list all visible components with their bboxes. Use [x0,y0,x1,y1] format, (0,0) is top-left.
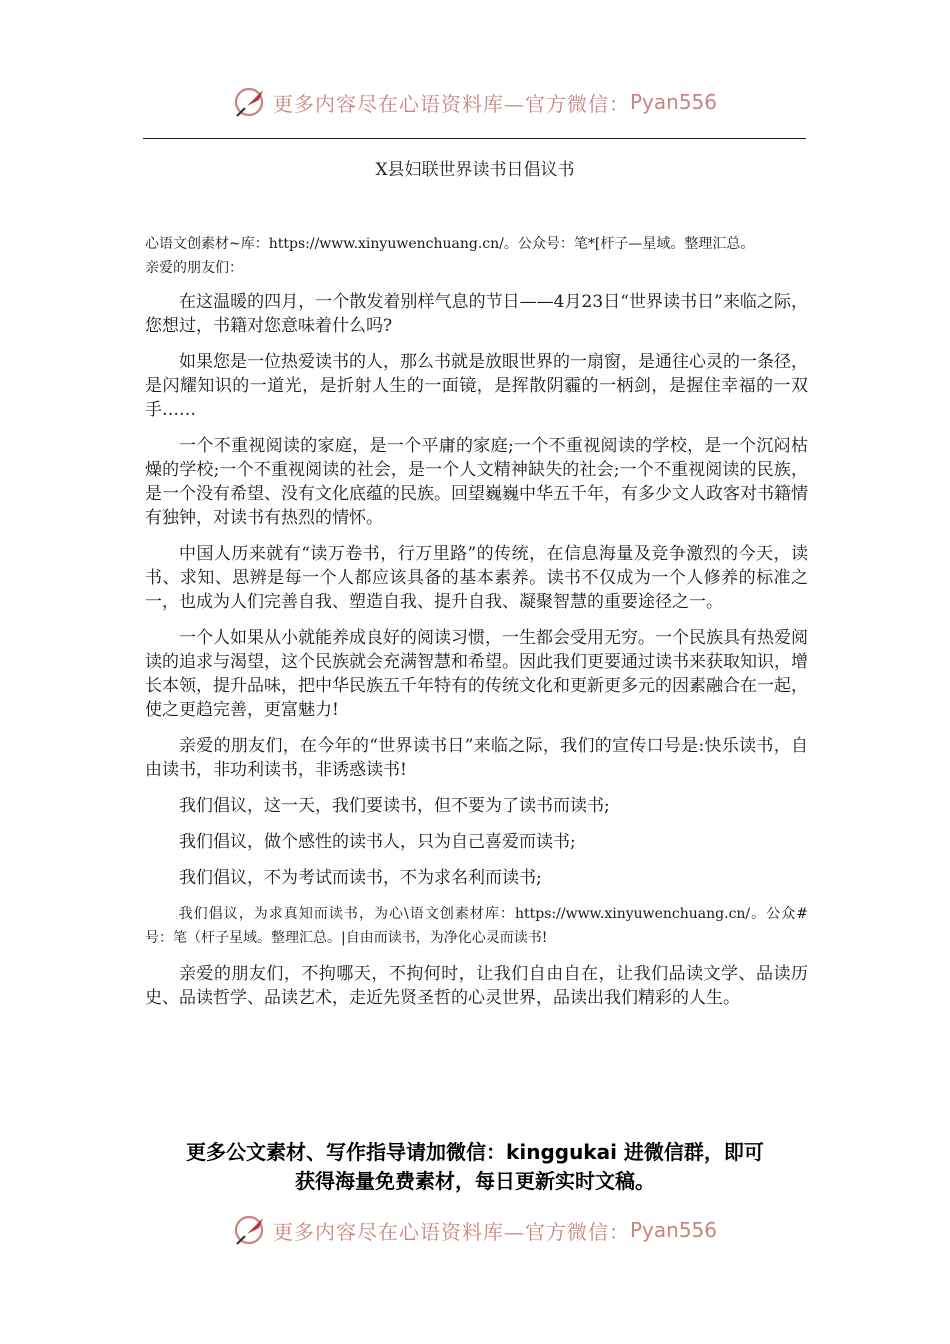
quill-logo-icon [233,84,269,120]
paragraph: 如果您是一位热爱读书的人，那么书就是放眼世界的一扇窗，是通往心灵的一条径，是闪耀知识的一道光，是折射人生的一面镜，是挥散阴霾的一柄剑，是握住幸福的一双手…… [145,352,808,420]
footer-promo-line-1: 更多公文素材、写作指导请加微信：kinggukai 进微信群，即可 [186,1140,764,1164]
paragraph: 在这温暖的四月，一个散发着别样气息的节日——4月23日“世界读书日”来临之际，您想过，书籍对您意味着什么吗? [145,292,808,336]
document-title: X县妇联世界读书日倡议书 [375,160,575,180]
paragraph: 一个不重视阅读的家庭，是一个平庸的家庭;一个不重视阅读的学校，是一个沉闷枯燥的学校;一个不重视阅读的社会，是一个人文精神缺失的社会;一个不重视阅读的民族，是一个没有希望、没有文化底蕴的民族。回望巍巍中华五千年，有多少文人政客对书籍情有独钟，对读书有热烈的情怀。 [145,436,808,528]
footer-promo [0,1138,950,1196]
header-divider [143,138,806,139]
mixed-paragraph: 我们倡议，为求真知而读书，为心\语文创素材库：https://www.xinyuwenchuang.cn/。公众#号：笔（杆子星域。整理汇总。|自由而读书，为净化心灵而读书! [145,906,808,946]
banner-wechat-id: Pyan556 [629,1218,717,1242]
banner-text: 更多内容尽在心语资料库—官方微信： [272,1219,630,1244]
footer-banner [0,1210,950,1250]
banner-text: 更多内容尽在心语资料库—官方微信： [272,91,630,116]
source-line: 心语文创素材~库：https://www.xinyuwenchuang.cn/。公众号：笔*[杆子—星域。整理汇总。 [145,236,755,252]
document-body [145,232,808,1022]
banner-wechat-id: Pyan556 [629,90,717,114]
paragraph: 中国人历来就有“读万卷书，行万里路”的传统，在信息海量及竞争激烈的今天，读书、求知、思辨是每一个人都应该具备的基本素养。读书不仅成为一个人修养的标准之一，也成为人们完善自我、塑造自我、提升自我、凝聚智慧的重要途径之一。 [145,544,808,612]
paragraph: 我们倡议，不为考试而读书，不为求名利而读书; [179,868,542,888]
greeting: 亲爱的朋友们： [145,260,243,276]
paragraph: 一个人如果从小就能养成良好的阅读习惯，一生都会受用无穷。一个民族具有热爱阅读的追求与渴望，这个民族就会充满智慧和希望。因此我们更要通过读书来获取知识，增长本领，提升品味，把中华民族五千年特有的传统文化和更新更多元的因素融合在一起，使之更趋完善，更富魅力! [145,628,808,720]
paragraph: 我们倡议，做个感性的读书人，只为自己喜爱而读书; [179,832,576,852]
closing-paragraph: 亲爱的朋友们，不拘哪天，不拘何时，让我们自由自在，让我们品读文学、品读历史、品读哲学、品读艺术，走近先贤圣哲的心灵世界，品读出我们精彩的人生。 [145,964,808,1008]
paragraph: 亲爱的朋友们，在今年的“世界读书日”来临之际，我们的宣传口号是:快乐读书，自由读书，非功利读书，非诱惑读书! [145,736,808,780]
footer-promo-line-2: 获得海量免费素材，每日更新实时文稿。 [295,1169,655,1193]
paragraph: 我们倡议，这一天，我们要读书，但不要为了读书而读书; [179,796,610,816]
quill-logo-icon [233,1212,269,1248]
header-banner [0,82,950,122]
